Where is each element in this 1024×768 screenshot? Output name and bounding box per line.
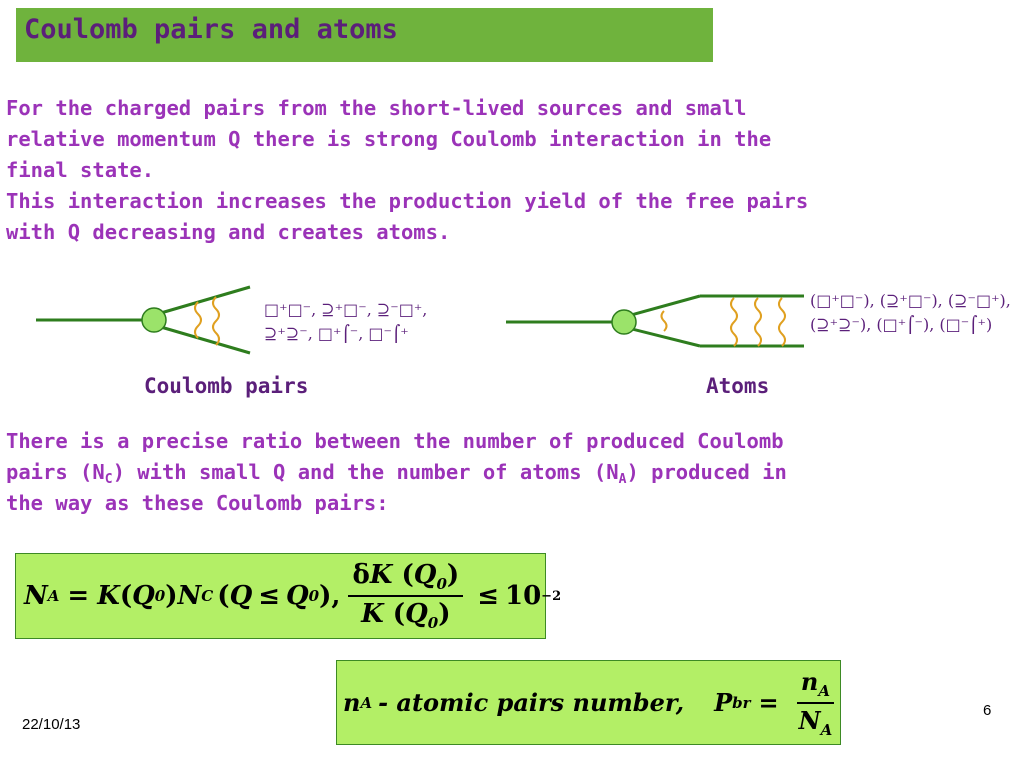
formula-subscript: br [732,693,751,712]
formula-subscript: A [360,693,373,712]
formula-operator: = [758,688,779,717]
ratio-line [6,457,787,488]
page-number: 6 [983,702,992,719]
intro-paragraph [6,93,808,248]
atoms-diagram [500,265,810,365]
ratio-text: ) produced in [626,460,787,484]
formula-symbol: N [177,581,202,611]
formula-symbol: K [361,599,384,629]
ratio-text: pairs (N [6,460,105,484]
vertex-blob [142,308,166,332]
formula-subscript: A [818,681,830,700]
ratio-line: the way as these Coulomb pairs: [6,491,389,515]
intro-line: relative momentum Q there is strong Coulomb interaction in the [6,127,772,151]
formula-subscript: 0 [154,587,166,605]
footer-date: 22/10/13 [22,716,81,733]
photon-line [731,298,737,346]
coulomb-pairs-caption: Coulomb pairs [144,374,309,398]
pair-labels [264,298,427,346]
formula-fraction: $\frac{\delta K (Q_0)}{K (Q_0)}$ [348,560,463,632]
subscript: A [618,472,627,487]
formula-symbol: Q [286,581,309,611]
ratio-line: There is a precise ratio between the number of produced Coulomb [6,429,784,453]
formula-operator: ≤ [477,581,499,611]
intro-line: This interaction increases the production yield of the free pairs [6,189,809,213]
outgoing-line-lower [624,327,700,346]
pair-label-line: ⊇⁺⊇⁻, □⁺⌠⁻, □⁻⌠⁺ [264,324,409,343]
photon-line [195,302,201,338]
slide-title: Coulomb pairs and atoms [24,14,398,45]
title-bar [16,8,713,62]
ratio-text: ) with small Q and the number of atoms (N [112,460,619,484]
intro-line: For the charged pairs from the short-lived sources and small [6,96,747,120]
photon-line [662,311,667,331]
formula-subscript: 0 [436,575,447,593]
formula-symbol: Q [229,581,253,611]
formula-symbol: δ [352,560,370,590]
formula-subscript: 0 [427,614,439,632]
formula-symbol: N [798,705,821,735]
intro-line: final state. [6,158,155,182]
outgoing-line-upper [154,287,250,315]
formula-subscript: 0 [308,587,320,605]
photon-line [213,297,219,345]
vertex-blob [612,310,636,334]
formula-operator: ≤ [258,581,281,611]
formula-symbol: Q [405,599,428,629]
formula-symbol: Q [132,581,155,611]
formula-fraction [795,667,837,739]
formula-exponent: −2 [541,588,562,604]
photon-line [755,298,761,346]
atom-labels [810,289,1011,337]
formula-symbol: K [369,560,393,590]
formula-text: - atomic pairs number, [378,688,685,717]
formula-symbol: n [343,688,361,717]
ratio-paragraph [6,426,787,519]
formula-symbol: Q [413,560,437,590]
formula-subscript: A [820,720,833,739]
atom-label-line: (⊇⁺⊇⁻), (□⁺⌠⁻), (□⁻⌠⁺) [810,315,993,334]
subscript: C [104,472,113,487]
pair-label-line: □⁺□⁻, ⊇⁺□⁻, ⊇⁻□⁺, [264,300,428,319]
atoms-caption: Atoms [706,374,770,398]
outgoing-line-lower [154,325,250,353]
ratio-formula: N A = K ( Q 0 ) N C ( Q ≤ Q 0 ), $\frac{\delta K (Q_0)}{K (Q_0)}$ ≤ 10 −2 [15,553,546,639]
branching-formula [336,660,841,745]
formula-symbol: K [97,581,120,611]
intro-line: with Q decreasing and creates atoms. [6,220,451,244]
atom-label-line: (□⁺□⁻), (⊇⁺□⁻), (⊇⁻□⁺), [810,291,1011,310]
formula-subscript: A [47,587,60,605]
formula-operator: = [67,581,90,611]
formula-subscript: C [201,587,214,605]
photon-line [779,298,785,346]
formula-number: 10 [504,581,542,611]
formula-symbol: N [24,581,48,611]
formula-symbol: n [800,666,819,696]
coulomb-pairs-diagram [30,265,260,365]
formula-symbol: P [714,688,733,717]
